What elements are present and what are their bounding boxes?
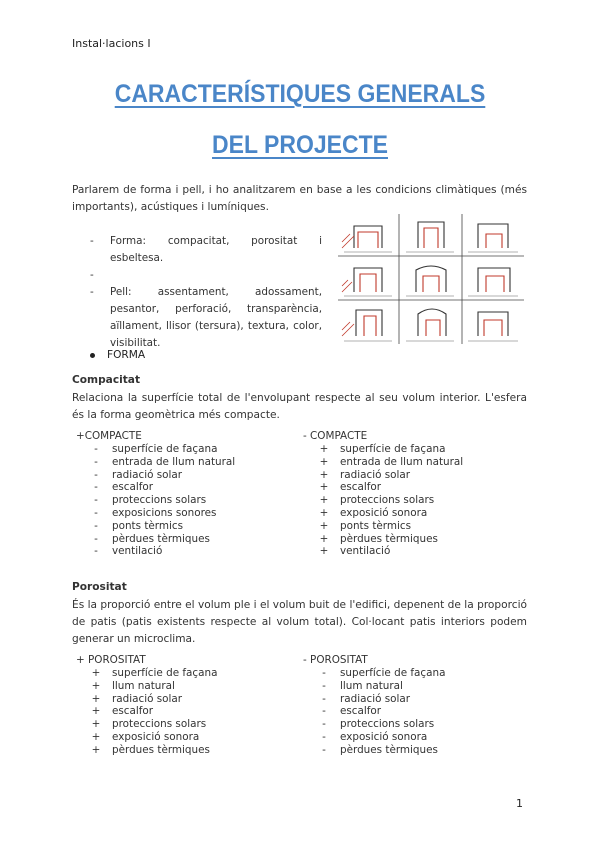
intro-paragraph: Parlarem de forma i pell, i ho analitzarem en base a les condicions climàtiques (més importants), acústiques i lumíniques. <box>72 184 527 213</box>
list-item: - ventilació <box>94 545 163 558</box>
list-item: - ponts tèrmics <box>94 519 184 532</box>
building-sections-figure <box>336 212 526 346</box>
list-item: - superfície de façana <box>322 667 446 679</box>
page-number: 1 <box>516 797 523 810</box>
list-item: - proteccions solars <box>322 718 435 731</box>
compacitat-paragraph: Relaciona la superfície total de l'envolupant respecte al seu volum interior. L'esfera és la forma geomètrica més compacte. <box>72 392 527 421</box>
porositat-minus-list <box>318 667 445 757</box>
list-item: - proteccions solars <box>94 494 207 507</box>
forma-pell-list <box>90 233 322 352</box>
compacte-minus-title: - COMPACTE <box>303 430 368 442</box>
porositat-paragraph: És la proporció entre el volum ple i el volum buit de l'edifici, depenent de la proporció de patis (patis existents respecte al volum total). Col·locant patis interiors podem generar un microclima. <box>72 599 527 645</box>
list-item: - radiació solar <box>94 468 183 481</box>
list-item: - escalfor <box>94 481 154 494</box>
list-item: + ventilació <box>319 545 391 558</box>
list-item: + exposició sonora <box>319 506 428 519</box>
list-item: - Pell: assentament, adossament, pesantor, perforació, transparència, aïllament, llisor (tersura), textura, color, visibilitat. <box>90 286 322 349</box>
porositat-plus-list <box>90 667 217 757</box>
compacte-plus-list <box>90 443 235 558</box>
page-title-line-1: CARACTERÍSTIQUES GENERALS <box>114 80 486 108</box>
list-item: - pèrdues tèrmiques <box>322 743 438 756</box>
list-item: - <box>90 269 94 281</box>
list-item: + radiació solar <box>91 692 183 705</box>
list-item: + radiació solar <box>319 468 411 481</box>
list-item: + escalfor <box>91 705 154 718</box>
list-item: + entrada de llum natural <box>319 455 464 468</box>
list-item: + superfície de façana <box>91 667 218 679</box>
porositat-heading: Porositat <box>72 581 127 593</box>
list-item: - entrada de llum natural <box>94 455 236 468</box>
list-item: + pèrdues tèrmiques <box>319 532 438 545</box>
porositat-plus-title: + POROSITAT <box>76 654 146 666</box>
list-item: - llum natural <box>322 679 403 692</box>
list-item: - exposicions sonores <box>94 506 217 519</box>
list-item: + llum natural <box>91 679 175 692</box>
list-item: - Forma: compacitat, porositat i esbeltesa. <box>90 235 322 264</box>
page-header: Instal·lacions I <box>72 37 151 50</box>
compacitat-heading: Compacitat <box>72 374 141 386</box>
list-item: + superfície de façana <box>319 443 446 455</box>
list-item: + escalfor <box>319 481 382 494</box>
list-item: - pèrdues tèrmiques <box>94 532 210 545</box>
list-item: + proteccions solars <box>91 718 207 731</box>
bullet-dot-icon <box>90 353 95 358</box>
compacte-plus-title: +COMPACTE <box>76 430 142 442</box>
forma-bullet: FORMA <box>90 349 145 361</box>
list-item: + ponts tèrmics <box>319 519 412 532</box>
list-item: + pèrdues tèrmiques <box>91 743 210 756</box>
list-item: - escalfor <box>322 705 382 718</box>
list-item: - exposició sonora <box>322 730 428 743</box>
porositat-minus-title: - POROSITAT <box>303 654 368 666</box>
list-item: + exposició sonora <box>91 730 200 743</box>
page-title-line-2: DEL PROJECTE <box>212 131 388 159</box>
list-item: - radiació solar <box>322 692 411 705</box>
list-item: - superfície de façana <box>94 443 218 455</box>
list-item: + proteccions solars <box>319 494 435 507</box>
compacte-minus-list <box>318 443 463 558</box>
